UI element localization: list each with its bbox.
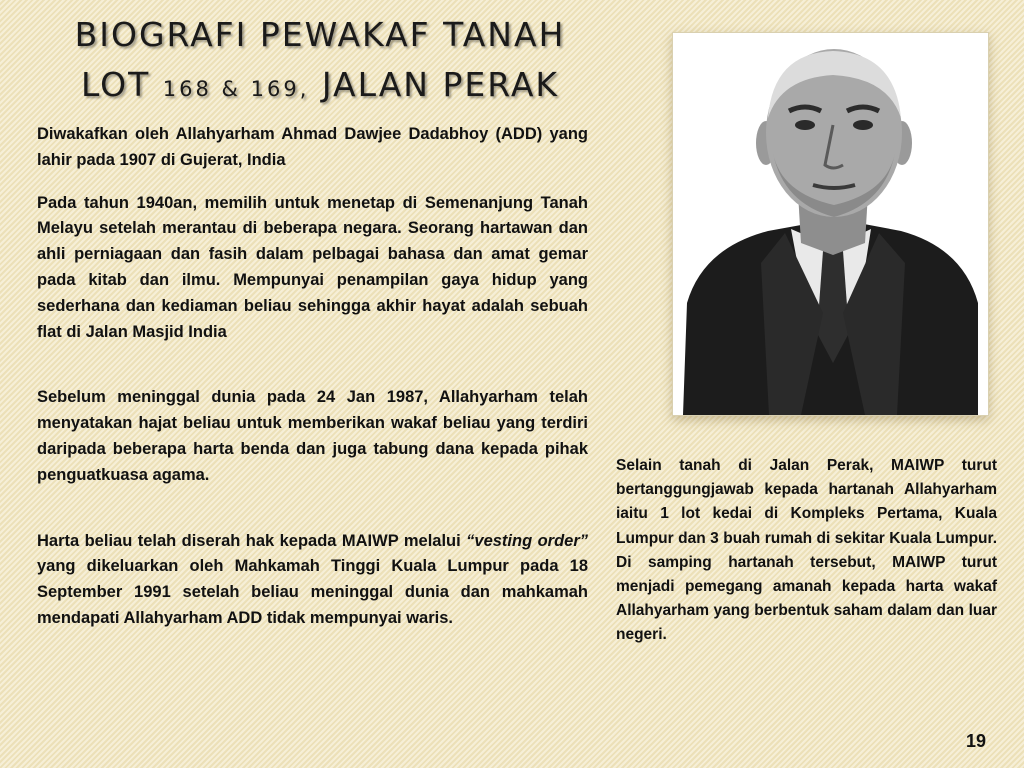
paragraph-background: Pada tahun 1940an, memilih untuk menetap di Semenanjung Tanah Melayu setelah merantau di beberapa negara. Seorang hartawan dan ahli perniagaan dan fasih dalam pelbagai bahasa dan amat gemar pada kitab dan ilmu. Mempunyai penampilan gaya hidup yang sederhana dan kediaman beliau sehingga akhir hayat adalah sebuah flat di Jalan Masjid India xyxy=(37,193,588,341)
paragraph-wish: Sebelum meninggal dunia pada 24 Jan 1987, Allahyarham telah menyatakan hajat beliau untuk memberikan wakaf beliau yang terdiri daripada beberapa harta benda dan juga tabung dana kepada pihak penguatkuasa agama. xyxy=(37,388,588,484)
slide-title xyxy=(40,10,600,114)
right-text-paragraph: Selain tanah di Jalan Perak, MAIWP turut bertanggungjawab kepada hartanah Allahyarham iaitu 1 lot kedai di Kompleks Pertama, Kuala Lumpur dan 3 buah rumah di sekitar Kuala Lumpur. Di samping hartanah tersebut, MAIWP turut menjadi pemegang amanah kepada harta wakaf Allahyarham yang berbentuk saham dalam dan luar negeri. xyxy=(616,457,997,644)
paragraph-birth: Diwakafkan oleh Allahyarham Ahmad Dawjee Dadabhoy (ADD) yang lahir pada 1907 di Gujerat, India xyxy=(37,125,588,169)
title-line-2-prefix: LOT xyxy=(80,65,163,104)
paragraph-vesting-part-1: Harta beliau telah diserah hak kepada MAIWP melalui xyxy=(37,531,467,550)
vesting-order-term: “vesting order” xyxy=(466,531,589,550)
portrait-photo-image xyxy=(673,33,988,415)
paragraph-vesting-part-2: yang dikeluarkan oleh Mahkamah Tinggi Kuala Lumpur pada 18 September 1991 setelah beliau meninggal dunia dan mahkamah mendapati Allahyarham ADD tidak mempunyai waris. xyxy=(37,557,588,627)
title-line-1: BIOGRAFI PEWAKAF TANAH xyxy=(74,15,566,54)
portrait-photo xyxy=(672,32,989,416)
title-lot-numbers: 168 & 169, xyxy=(162,77,310,101)
title-line-2-suffix: JALAN PERAK xyxy=(309,65,560,104)
page-number: 19 xyxy=(966,731,987,751)
left-text-column xyxy=(37,122,588,649)
paragraph-vesting-order xyxy=(37,529,588,632)
